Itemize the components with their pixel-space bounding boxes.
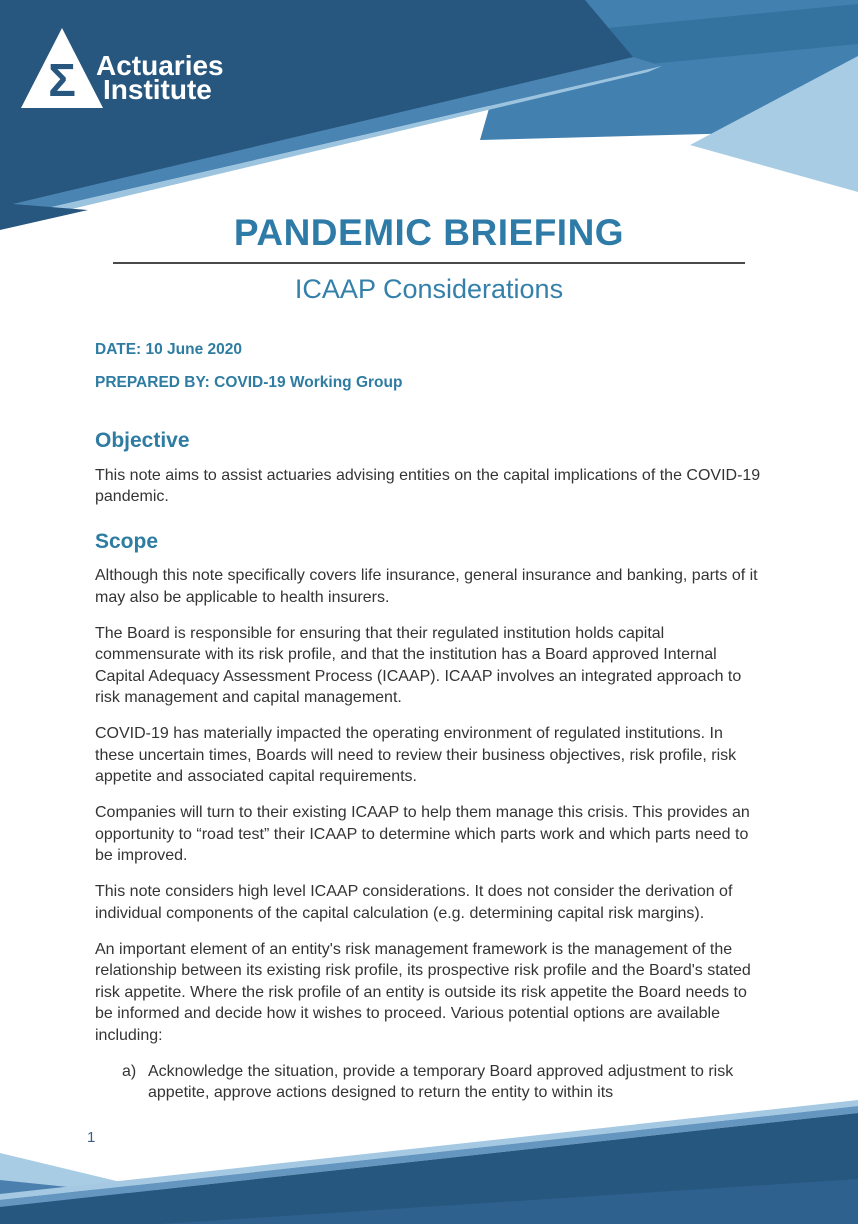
page-title: PANDEMIC BRIEFING (233, 212, 625, 253)
heading-scope: Scope (95, 529, 159, 553)
logo-text-line2: Institute (103, 74, 212, 105)
title-divider (113, 262, 745, 264)
scope-paragraph: The Board is responsible for ensuring that their regulated institution holds capital commensurate with its risk profile, and that the institution has a Board approved Internal Capital Adequacy Assessment Process (ICAAP). ICAAP involves an integrated approach to risk management and capital management. (95, 624, 742, 706)
meta-block (95, 341, 402, 407)
scope-paragraph: An important element of an entity's risk management framework is the management of the relationship between its existing risk profile, its prospective risk profile and the Board's stated risk appetite. Where the risk profile of an entity is outside its risk appetite the Board needs to be informed and decide how it wishes to proceed. Various potential options are available including: (95, 940, 751, 1044)
title-block (0, 212, 858, 305)
date-line: DATE: 10 June 2020 (95, 341, 243, 358)
prepared-by-line: PREPARED BY: COVID-19 Working Group (95, 374, 403, 391)
heading-objective: Objective (95, 429, 190, 452)
page-number: 1 (87, 1129, 96, 1146)
document-body (95, 430, 763, 1104)
scope-paragraph: COVID-19 has materially impacted the operating environment of regulated institutions. In these uncertain times, Boards will need to review their business objectives, risk profile, risk appetite and associated capital requirements. (95, 725, 737, 785)
footer-artwork (0, 1084, 858, 1224)
logo-text-line1: Actuaries (96, 50, 224, 81)
page-subtitle: ICAAP Considerations (294, 274, 564, 304)
list-item-marker: a) (122, 1062, 137, 1080)
logo-sigma: Σ (48, 54, 76, 106)
scope-paragraph: Companies will turn to their existing ICAAP to help them manage this crisis. This provides an opportunity to “road test” their ICAAP to determine which parts work and which parts need to be improved. (95, 804, 750, 864)
objective-paragraph: This note aims to assist actuaries advising entities on the capital implications of the COVID-19 pandemic. (95, 466, 761, 505)
scope-paragraph: Although this note specifically covers life insurance, general insurance and banking, parts of it may also be applicable to health insurers. (95, 567, 758, 606)
list-item-text: Acknowledge the situation, provide a temporary Board approved adjustment to risk appetite, approve actions designed to return the entity to within its (148, 1062, 734, 1101)
scope-paragraph: This note considers high level ICAAP considerations. It does not consider the derivation of individual components of the capital calculation (e.g. determining capital risk margins). (95, 883, 733, 922)
